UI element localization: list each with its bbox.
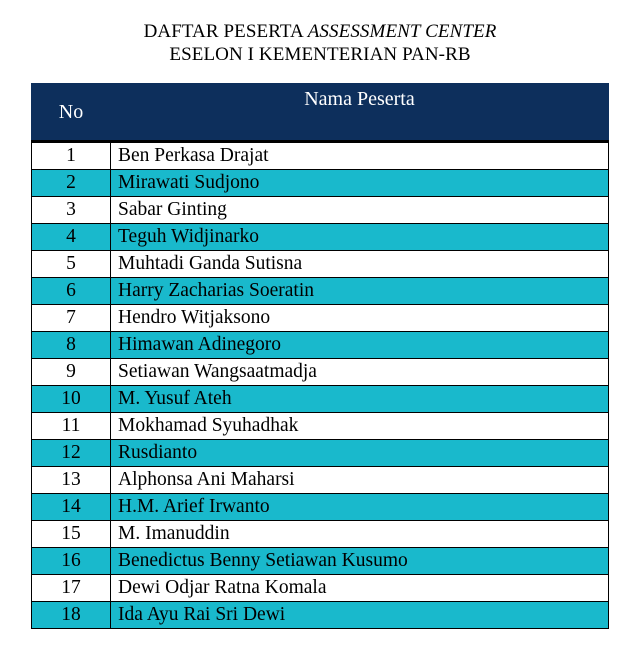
row-number: 1 (32, 142, 111, 170)
participant-name: Mokhamad Syuhadhak (111, 413, 609, 440)
participant-name: Muhtadi Ganda Sutisna (111, 251, 609, 278)
row-number: 10 (32, 386, 111, 413)
table-row (32, 251, 609, 278)
table-row (32, 440, 609, 467)
row-number: 3 (32, 197, 111, 224)
table-body (32, 142, 609, 629)
table-row (32, 575, 609, 602)
row-number: 11 (32, 413, 111, 440)
participant-table (31, 83, 609, 629)
row-number: 6 (32, 278, 111, 305)
participant-name: M. Imanuddin (111, 521, 609, 548)
participant-name: Harry Zacharias Soeratin (111, 278, 609, 305)
table-row (32, 359, 609, 386)
row-number: 16 (32, 548, 111, 575)
participant-name: Benedictus Benny Setiawan Kusumo (111, 548, 609, 575)
participant-name: Sabar Ginting (111, 197, 609, 224)
title-line-1 (0, 20, 640, 43)
participant-name: M. Yusuf Ateh (111, 386, 609, 413)
table-row (32, 494, 609, 521)
participant-name: Teguh Widjinarko (111, 224, 609, 251)
table-row (32, 548, 609, 575)
row-number: 7 (32, 305, 111, 332)
row-number: 14 (32, 494, 111, 521)
table-row (32, 224, 609, 251)
participant-name: Alphonsa Ani Maharsi (111, 467, 609, 494)
row-number: 13 (32, 467, 111, 494)
row-number: 12 (32, 440, 111, 467)
row-number: 4 (32, 224, 111, 251)
participant-name: Ida Ayu Rai Sri Dewi (111, 602, 609, 629)
title-line-2: ESELON I KEMENTERIAN PAN-RB (169, 44, 471, 65)
table-row (32, 197, 609, 224)
table-row (32, 521, 609, 548)
table-row (32, 305, 609, 332)
row-number: 2 (32, 170, 111, 197)
participant-name: Mirawati Sudjono (111, 170, 609, 197)
participant-name: Ben Perkasa Drajat (111, 142, 609, 170)
document-title (0, 20, 640, 66)
table-row (32, 278, 609, 305)
title-plain-text: DAFTAR PESERTA (143, 21, 303, 42)
table-row (32, 602, 609, 629)
participant-name: Rusdianto (111, 440, 609, 467)
table-row (32, 332, 609, 359)
table-header-row (32, 84, 609, 142)
table-row (32, 142, 609, 170)
row-number: 18 (32, 602, 111, 629)
participant-name: Hendro Witjaksono (111, 305, 609, 332)
participant-name: H.M. Arief Irwanto (111, 494, 609, 521)
participant-name: Setiawan Wangsaatmadja (111, 359, 609, 386)
participant-name: Dewi Odjar Ratna Komala (111, 575, 609, 602)
header-no: No (32, 84, 111, 142)
row-number: 8 (32, 332, 111, 359)
table-row (32, 170, 609, 197)
title-italic-text: ASSESSMENT CENTER (307, 21, 497, 42)
row-number: 5 (32, 251, 111, 278)
table-row (32, 413, 609, 440)
table-row (32, 386, 609, 413)
row-number: 9 (32, 359, 111, 386)
participant-name: Himawan Adinegoro (111, 332, 609, 359)
row-number: 17 (32, 575, 111, 602)
header-name: Nama Peserta (111, 84, 609, 142)
table-row (32, 467, 609, 494)
row-number: 15 (32, 521, 111, 548)
